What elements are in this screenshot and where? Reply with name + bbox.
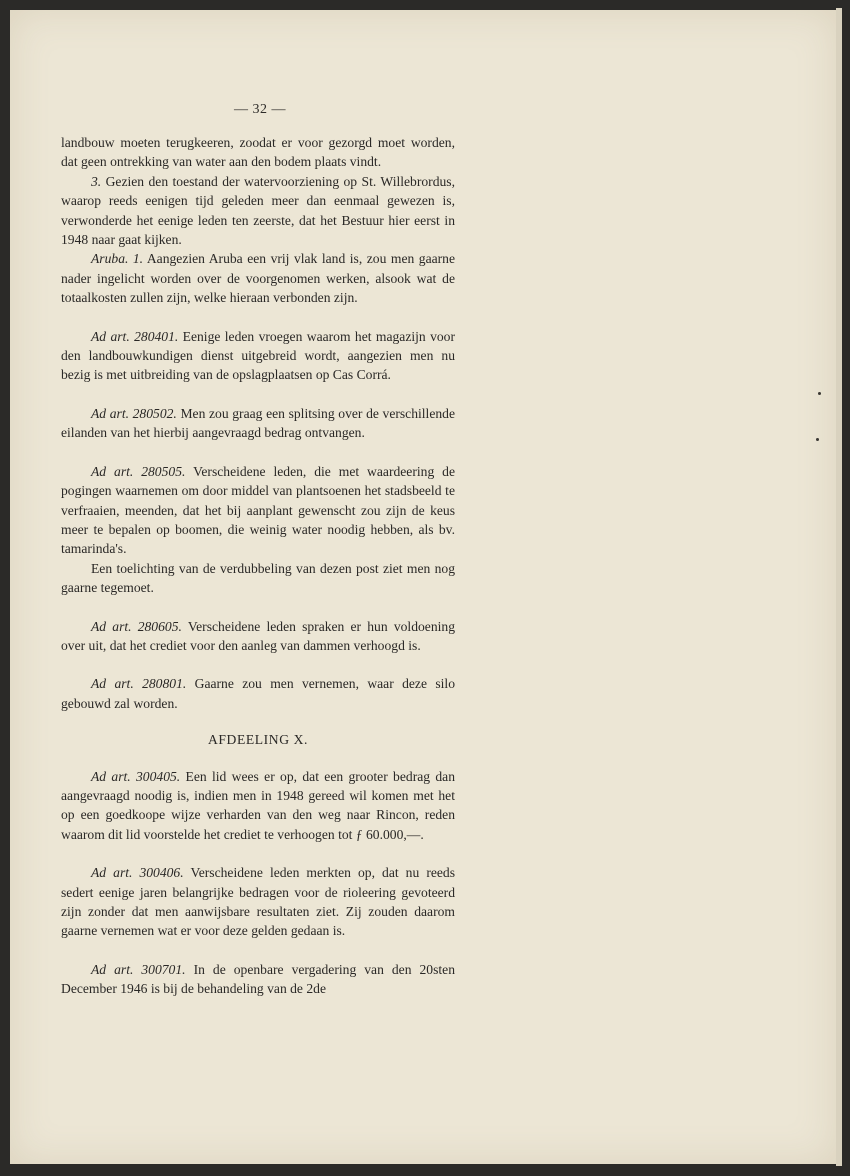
paragraph-ref: Ad art. 280502. [91,405,177,421]
paragraph-ref: Ad art. 300405. [91,768,181,784]
page-edge [836,8,842,1166]
paragraph-text: Aangezien Aruba een vrij vlak land is, zou men gaarne nader ingelicht worden over de voorgenomen werken, alsook wat de totaalkosten zullen zijn, welke hieraan verbonden zijn. [61,251,455,306]
paragraph-text: Verscheidene leden merkten op, dat nu reeds sedert eenige jaren belangrijke bedragen voor de rioleering gevoteerd zijn zonder dat men aanwijsbare resultaten ziet. Zij zouden daarom gaarne vernemen wat er voor deze gelden gedaan is. [61,865,456,939]
paragraph-ref: Ad art. 280505. [91,463,186,479]
paragraph-ref: 3. [91,173,102,189]
paragraph-ref: Ad art. 280605. [91,618,182,634]
paragraph-text: Gaarne zou men vernemen, waar deze silo gebouwd zal worden. [61,676,455,711]
paragraph-art-280401 [61,327,455,385]
paragraph-ref: Ad art. 280801. [91,676,187,692]
document-body [61,133,455,999]
paragraph-art-300701 [61,960,455,999]
paragraph-ref: Aruba. 1. [91,251,144,267]
paragraph-text: In de openbare vergadering van den 20sten December 1946 is bij de behandeling van de 2de [61,961,455,997]
paragraph-st-willebrordus [61,172,455,250]
paragraph-text: Verscheidene leden spraken er hun voldoening over uit, dat het crediet voor den aanleg van dammen verhoogd is. [61,618,455,653]
margin-speck [818,392,821,395]
paragraph-ref: Ad art. 300406. [91,865,184,881]
paragraph-art-280505 [61,462,455,559]
paragraph-art-300406 [61,863,455,941]
margin-speck [816,438,819,441]
paragraph-text: Verscheidene leden, die met waardeering de pogingen waarnemen om door middel van plantsoenen het stadsbeeld te verfraaien, meenden, dat het bij aanplant gewenscht zou zijn de keus meer te bepalen op boomen, die weinig water noodig hebben, als bv. tamarinda's. [61,463,455,557]
paragraph-ref: Ad art. 300701. [91,961,186,977]
paragraph-text: landbouw moeten terugkeeren, zoodat er voor gezorgd moet worden, dat geen ontrekking van water aan den bodem plaats vindt. [61,135,455,170]
section-heading: AFDEELING X. [207,732,309,748]
page-number: — 32 — [234,102,286,117]
paragraph-text: Eenige leden vroegen waarom het magazijn voor den landbouwkundigen dienst uitgebreid wordt, aangezien men nu bezig is met uitbreiding van de opslagplaatsen op Cas Corrá. [61,328,455,383]
paragraph-aruba [61,249,455,307]
paragraph-art-280605 [61,617,455,656]
paragraph-toelichting [61,559,455,598]
paragraph-art-280502 [61,404,455,443]
paragraph-art-300405 [61,767,455,845]
paragraph-text: Een lid wees er op, dat een grooter bedrag dan aangevraagd noodig is, indien men in 1948 gereed wil komen met het op een goedkoope wijze verharden van den weg naar Rincon, reden waarom dit lid voorstelde het crediet te verhoogen tot ƒ 60.000,—. [61,768,455,842]
paragraph-continuation [61,133,455,172]
paragraph-text: Een toelichting van de verdubbeling van dezen post ziet men nog gaarne tegemoet. [61,560,455,596]
paragraph-ref: Ad art. 280401. [91,328,179,344]
paragraph-text: Gezien den toestand der watervoorziening op St. Willebrordus, waarop reeds eenigen tijd geleden meer dan eenmaal gewezen is, verwonderde het eenige leden ten zeerste, dat het Bestuur hier eerst in 1948 naar gaat kijken. [61,173,455,248]
paragraph-text: Men zou graag een splitsing over de verschillende eilanden van het hierbij aangevraagd bedrag ontvangen. [61,405,455,441]
paragraph-art-280801 [61,674,455,713]
